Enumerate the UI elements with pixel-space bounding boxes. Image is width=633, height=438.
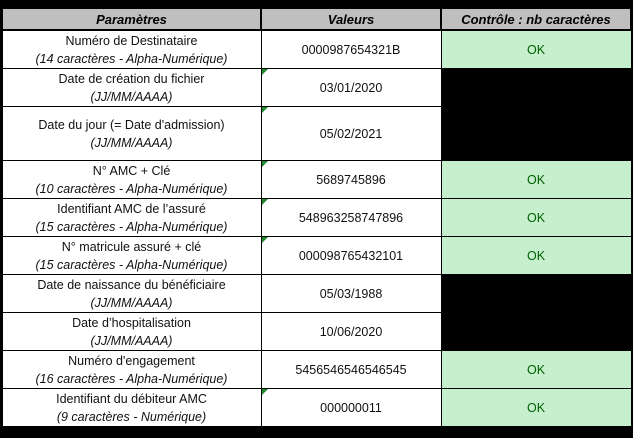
parameter-label: Numéro de Destinataire	[65, 33, 198, 48]
check-empty-cell[interactable]	[441, 275, 631, 313]
header-check[interactable]: Contrôle : nb caractères	[441, 8, 631, 30]
check-text: OK	[526, 362, 546, 377]
parameter-cell[interactable]	[2, 161, 261, 199]
table-row	[2, 30, 631, 69]
cell-marker-icon	[262, 237, 268, 243]
value-text: 000000011	[320, 400, 382, 415]
parameter-format: (JJ/MM/AAAA)	[90, 89, 173, 104]
parameter-label: Identifiant AMC de l’assuré	[57, 201, 206, 216]
parameter-label: N° AMC + Clé	[92, 163, 171, 178]
value-text: 05/03/1988	[319, 286, 383, 301]
parameter-cell[interactable]	[2, 275, 261, 313]
parameter-cell[interactable]	[2, 389, 261, 427]
table-row	[2, 351, 631, 389]
value-cell[interactable]	[261, 30, 441, 69]
cell-marker-icon	[262, 69, 268, 75]
parameter-cell[interactable]	[2, 30, 261, 69]
value-cell[interactable]	[261, 389, 441, 427]
value-cell[interactable]	[261, 69, 441, 107]
header-values[interactable]: Valeurs	[261, 8, 441, 30]
value-text: 548963258747896	[298, 210, 404, 225]
header-row	[2, 8, 631, 30]
value-cell[interactable]	[261, 351, 441, 389]
parameter-format: (JJ/MM/AAAA)	[90, 135, 173, 150]
value-text: 03/01/2020	[319, 80, 383, 95]
cell-marker-icon	[262, 161, 268, 167]
value-cell[interactable]	[261, 199, 441, 237]
value-text: 0000987654321B	[301, 42, 401, 57]
parameter-format: (JJ/MM/AAAA)	[90, 295, 173, 310]
parameter-cell[interactable]	[2, 313, 261, 351]
parameter-cell[interactable]	[2, 107, 261, 161]
value-cell[interactable]	[261, 237, 441, 275]
check-empty-cell[interactable]	[441, 69, 631, 107]
check-empty-cell[interactable]	[441, 107, 631, 161]
value-text: 5689745896	[316, 172, 386, 187]
value-text: 05/02/2021	[319, 126, 383, 141]
check-text: OK	[526, 248, 546, 263]
header-params[interactable]: Paramètres	[2, 8, 261, 30]
check-text: OK	[526, 400, 546, 415]
parameter-label: Date d’hospitalisation	[72, 315, 191, 330]
value-text: 5456546546546545	[295, 362, 407, 377]
value-cell[interactable]	[261, 275, 441, 313]
table-row	[2, 161, 631, 199]
table-row	[2, 313, 631, 351]
check-ok-cell[interactable]	[441, 161, 631, 199]
cell-marker-icon	[262, 199, 268, 205]
parameter-label: N° matricule assuré + clé	[61, 239, 202, 254]
value-cell[interactable]	[261, 161, 441, 199]
cell-marker-icon	[262, 107, 268, 113]
table-row	[2, 107, 631, 161]
table-row	[2, 237, 631, 275]
table-row	[2, 275, 631, 313]
check-ok-cell[interactable]	[441, 30, 631, 69]
parameter-format: (10 caractères - Alpha-Numérique)	[35, 181, 228, 196]
parameter-cell[interactable]	[2, 351, 261, 389]
parameter-format: (14 caractères - Alpha-Numérique)	[35, 51, 228, 66]
check-text: OK	[526, 172, 546, 187]
value-text: 000098765432101	[298, 248, 404, 263]
parameter-label: Date du jour (= Date d'admission)	[38, 117, 225, 132]
parameter-label: Date de naissance du bénéficiaire	[37, 277, 226, 292]
check-ok-cell[interactable]	[441, 351, 631, 389]
check-ok-cell[interactable]	[441, 237, 631, 275]
check-ok-cell[interactable]	[441, 199, 631, 237]
value-cell[interactable]	[261, 107, 441, 161]
parameter-format: (JJ/MM/AAAA)	[90, 333, 173, 348]
parameter-label: Identifiant du débiteur AMC	[56, 391, 207, 406]
check-empty-cell[interactable]	[441, 313, 631, 351]
parameter-cell[interactable]	[2, 199, 261, 237]
parameter-format: (9 caractères - Numérique)	[56, 409, 207, 424]
value-cell[interactable]	[261, 313, 441, 351]
value-text: 10/06/2020	[319, 324, 383, 339]
parameter-cell[interactable]	[2, 237, 261, 275]
table-row	[2, 389, 631, 427]
parameter-cell[interactable]	[2, 69, 261, 107]
check-ok-cell[interactable]	[441, 389, 631, 427]
table-row	[2, 69, 631, 107]
parameter-format: (15 caractères - Alpha-Numérique)	[35, 257, 228, 272]
check-text: OK	[526, 210, 546, 225]
parameter-format: (15 caractères - Alpha-Numérique)	[35, 219, 228, 234]
parameter-format: (16 caractères - Alpha-Numérique)	[35, 371, 228, 386]
cell-marker-icon	[262, 389, 268, 395]
table-row	[2, 199, 631, 237]
parameter-label: Numéro d'engagement	[68, 353, 195, 368]
parameter-label: Date de création du fichier	[58, 71, 205, 86]
parameters-table	[1, 7, 632, 427]
check-text: OK	[526, 42, 546, 57]
